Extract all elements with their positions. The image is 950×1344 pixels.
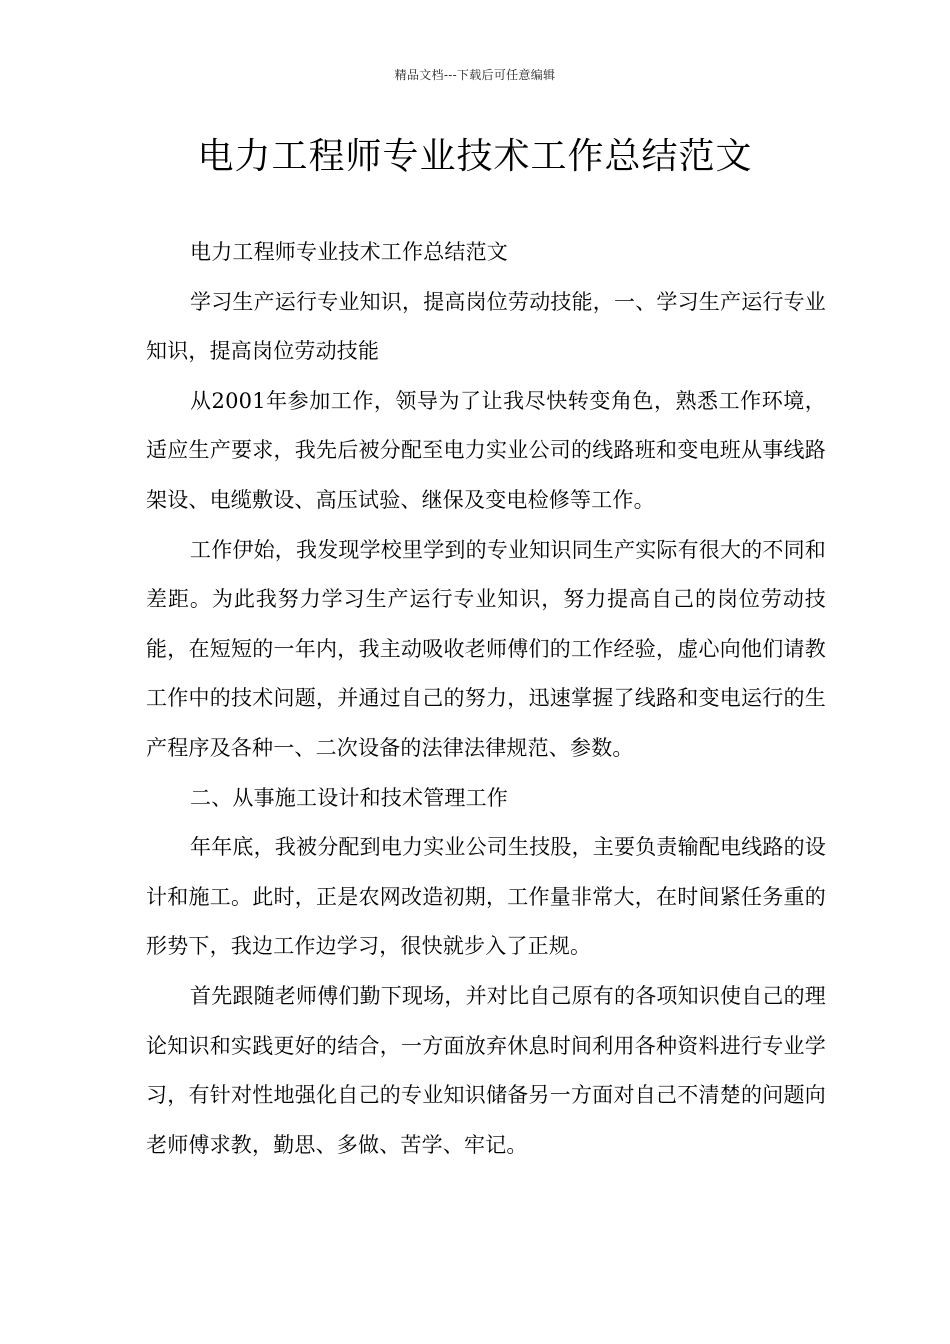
paragraph-section-one: 学习生产运行专业知识，提高岗位劳动技能，一、学习生产运行专业知识，提高岗位劳动技能: [146, 289, 826, 364]
header-note: 精品文档---下载后可任意编辑: [394, 68, 556, 82]
paragraph-design-work: 年年底，我被分配到电力实业公司生技股，主要负责输配电线路的设计和施工。此时，正是农网改造初期，工作量非常大，在时间紧任务重的形势下，我边工作边学习，很快就步入了正规。: [146, 835, 826, 959]
document-title: 电力工程师专业技术工作总结范文: [197, 136, 753, 177]
paragraph-work-start: 从2001年参加工作，领导为了让我尽快转变角色，熟悉工作环境，适应生产要求，我先后被分配至电力实业公司的线路班和变电班从事线路架设、电缆敷设、高压试验、继保及变电检修等工作。: [146, 388, 826, 512]
paragraph-subtitle: 电力工程师专业技术工作总结范文: [190, 240, 508, 264]
paragraph-field-study: 首先跟随老师傅们勤下现场，并对比自己原有的各项知识使自己的理论知识和实践更好的结合，一方面放弃休息时间利用各种资料进行专业学习，有针对性地强化自己的专业知识储备另一方面对自己不清楚的问题向老师傅求教，勤思、多做、苦学、牢记。: [146, 983, 826, 1157]
paragraph-learning: 工作伊始，我发现学校里学到的专业知识同生产实际有很大的不同和差距。为此我努力学习生产运行专业知识，努力提高自己的岗位劳动技能，在短短的一年内，我主动吸收老师傅们的工作经验，虚心向他们请教工作中的技术问题，并通过自己的努力，迅速掌握了线路和变电运行的生产程序及各种一、二次设备的法律法律规范、参数。: [146, 537, 826, 760]
paragraph-section-two-heading: 二、从事施工设计和技术管理工作: [190, 785, 508, 810]
document-body: [146, 228, 826, 1170]
